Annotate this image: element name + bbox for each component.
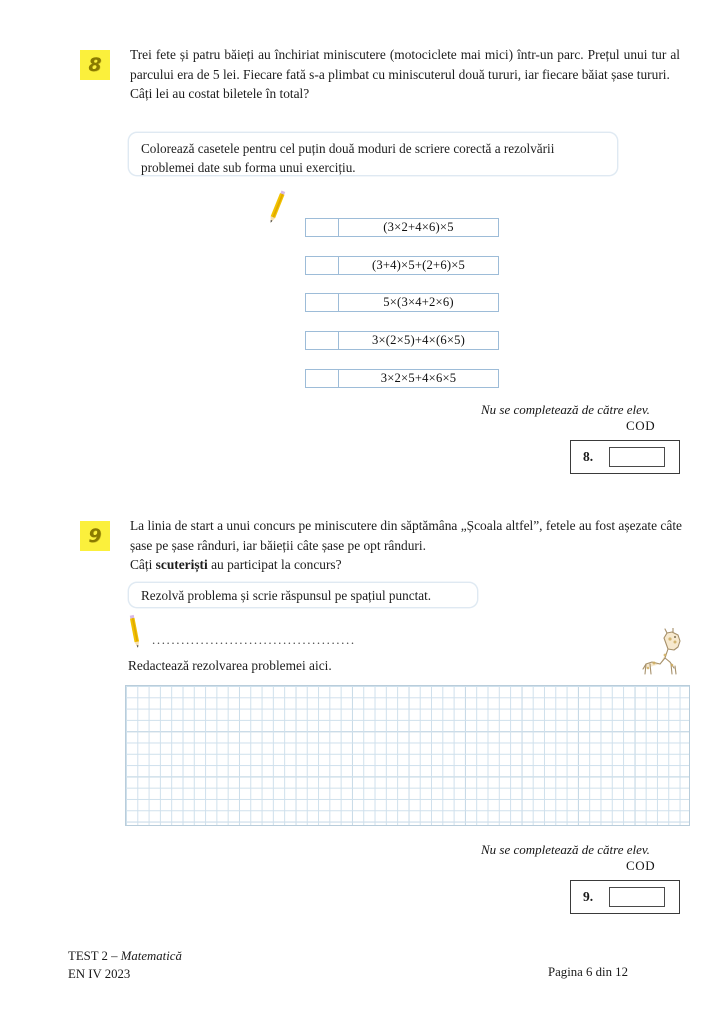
option-checkbox-3[interactable]: [305, 293, 339, 312]
item-8-question: Câți lei au costat biletele în total?: [130, 86, 310, 102]
item-9-cod-label: COD: [626, 858, 656, 873]
option-row-1[interactable]: [305, 218, 499, 237]
option-checkbox-2[interactable]: [305, 256, 339, 275]
item-9-instruction-text: Rezolvă problema și scrie răspunsul pe spațiul punctat.: [141, 588, 432, 603]
option-row-3[interactable]: [305, 293, 499, 312]
option-row-4[interactable]: [305, 331, 499, 350]
footer-left: [68, 948, 182, 983]
footer-test-prefix: TEST 2 –: [68, 949, 121, 963]
item-8-stem: [130, 45, 680, 104]
option-expression-2[interactable]: (3+4)×5+(2+6)×5: [339, 256, 499, 275]
option-row-2[interactable]: [305, 256, 499, 275]
work-grid[interactable]: [125, 685, 690, 826]
item-9-cod-note: Nu se completează de către elev.: [481, 842, 650, 857]
option-checkbox-4[interactable]: [305, 331, 339, 350]
option-checkbox-1[interactable]: [305, 218, 339, 237]
item-9-question: [130, 555, 682, 575]
footer-test-line: [68, 948, 182, 966]
footer-page-number: Pagina 6 din 12: [548, 965, 628, 979]
item-9-answer-dotted-line[interactable]: ..........................................: [152, 632, 356, 647]
pencil-icon-2: [122, 612, 148, 657]
item-8-instruction-callout: [128, 132, 618, 176]
item-number-badge-8: 8: [80, 50, 110, 80]
item-9-question-suffix: au participat la concurs?: [207, 557, 342, 573]
item-9-stem: [130, 516, 682, 575]
item-9-work-prompt-text: Redactează rezolvarea problemei aici.: [128, 658, 332, 673]
option-expression-3[interactable]: 5×(3×4+2×6): [339, 293, 499, 312]
item-9-cod-slot[interactable]: [609, 887, 665, 907]
giraffe-illustration: [634, 628, 690, 685]
item-9-instruction-callout: [128, 582, 478, 608]
item-8-cod-number: 8.: [583, 449, 594, 464]
pencil-icon: [262, 186, 292, 233]
item-8-cod-box: [570, 440, 680, 474]
item-9-cod-box: [570, 880, 680, 914]
item-8-cod-slot[interactable]: [609, 447, 665, 467]
option-row-5[interactable]: [305, 369, 499, 388]
item-8-instruction-text: Colorează casetele pentru cel puțin două moduri de scriere corectă a rezolvării problemei date sub forma unui exercițiu.: [141, 141, 555, 175]
option-expression-4[interactable]: 3×(2×5)+4×(6×5): [339, 331, 499, 350]
option-expression-1[interactable]: (3×2+4×6)×5: [339, 218, 499, 237]
item-9-question-bold: scuteriști: [155, 557, 208, 573]
item-8-stem-text: Trei fete și patru băieți au închiriat miniscutere (motociclete mai mici) într-un parc. Prețul unui tur al parcului era de 5 lei. Fiecare fată s-a plimbat cu miniscuterul două tururi, iar fiecare băiat șase tururi.: [130, 47, 680, 82]
item-9-question-prefix: Câți: [130, 557, 156, 573]
item-9-cod-number: 9.: [583, 889, 594, 904]
item-number-badge-9: 9: [80, 521, 110, 551]
option-checkbox-5[interactable]: [305, 369, 339, 388]
footer-exam-line: EN IV 2023: [68, 966, 131, 981]
option-expression-5[interactable]: 3×2×5+4×6×5: [339, 369, 499, 388]
item-9-work-prompt: [128, 656, 528, 676]
item-8-cod-label: COD: [626, 418, 656, 433]
item-8-cod-note: Nu se completează de către elev.: [481, 402, 650, 417]
item-9-stem-text: La linia de start a unui concurs pe miniscutere din săptămâna „Școala altfel”, fetele au fost așezate câte șase pe șase rânduri, iar băieții câte șase pe opt rânduri.: [130, 518, 682, 553]
footer-subject: Matematică: [120, 949, 182, 963]
